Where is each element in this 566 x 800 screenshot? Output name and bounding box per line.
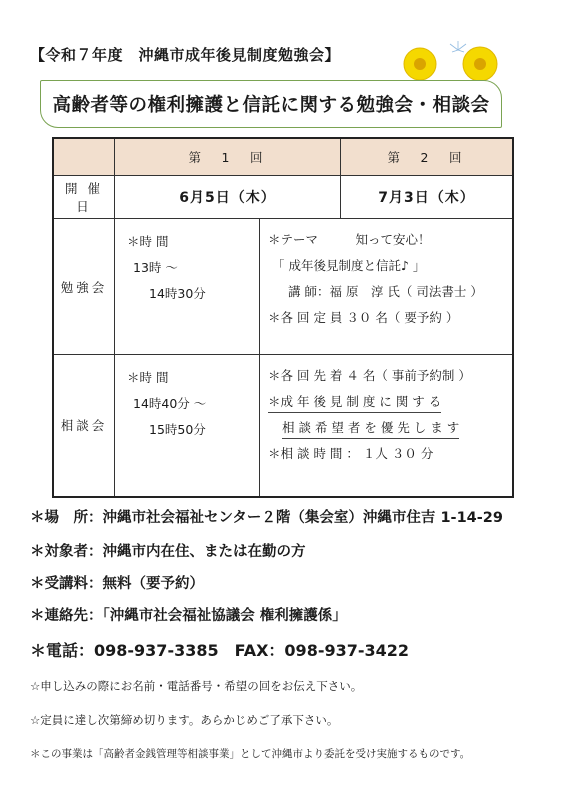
consult-line-3-wrap — [268, 415, 512, 441]
banner-title: 高齢者等の権利擁護と信託に関する勉強会・相談会 — [52, 95, 490, 116]
title-banner — [40, 80, 502, 128]
consult-line-2-wrap — [268, 389, 512, 415]
study-row — [53, 219, 513, 355]
dandelion-seed-icon — [450, 41, 466, 52]
consult-time-end: 15時50分 — [149, 422, 206, 437]
study-time-end: 14時30分 — [149, 286, 206, 301]
note-apply: ☆申し込みの際にお名前・電話番号・希望の回をお伝え下さい。 — [30, 679, 363, 693]
study-label: 勉強会 — [53, 219, 115, 355]
date-row — [53, 176, 513, 219]
study-capacity: ＊各 回 定 員 ３０ 名（ 要予約 ） — [268, 310, 459, 325]
header-session-2: 第 2 回 — [340, 138, 513, 176]
consult-label: 相談会 — [53, 355, 115, 497]
info-target: ＊対象者：沖縄市内在住、または在勤の方 — [30, 544, 306, 560]
consult-time-cell — [115, 355, 260, 497]
consult-time-start: 14時40分 ～ — [133, 396, 207, 411]
info-fee: ＊受講料：無料（要予約） — [30, 576, 204, 592]
consult-line-1: ＊各 回 先 着 ４ 名（ 事前予約制 ） — [268, 368, 471, 383]
study-lecturer: 講 師：福 原 淳 氏（ 司法書士 ） — [288, 284, 483, 299]
info-contact: ＊連絡先：「沖縄市社会福祉協議会 権利擁護係」 — [30, 608, 347, 624]
date-label: 開 催 日 — [53, 176, 115, 219]
consult-desc-cell — [260, 355, 514, 497]
consult-line-3: 相 談 希 望 者 を 優 先 し ま す — [282, 418, 459, 439]
note-commission: ＊この事業は「高齢者金銭管理等相談事業」として沖縄市より委託を受け実施するものです。 — [30, 748, 471, 760]
study-desc-cell — [260, 219, 514, 355]
consult-line-2: ＊成 年 後 見 制 度 に 関 す る — [268, 392, 441, 413]
table-header-row — [53, 138, 513, 176]
page-heading: 【令和７年度 沖縄市成年後見制度勉強会】 — [30, 46, 341, 64]
consult-time-label: ＊時 間 — [127, 370, 169, 385]
info-venue: ＊場 所：沖縄市社会福祉センター２階（集会室）沖縄市住吉 1-14-29 — [30, 510, 503, 526]
study-time-cell — [115, 219, 260, 355]
study-time-label: ＊時 間 — [127, 234, 169, 249]
header-empty-cell — [53, 138, 115, 176]
date-session-2: 7月3日（木） — [340, 176, 513, 219]
consult-line-4: ＊相 談 時 間 ： １人 ３０ 分 — [268, 446, 434, 461]
study-theme-title: 「 成年後見制度と信託♪ 」 — [272, 258, 426, 273]
note-capacity: ☆定員に達し次第締め切ります。あらかじめご了承下さい。 — [30, 713, 339, 727]
info-phone: ＊電話：098-937-3385 FAX：098-937-3422 — [30, 641, 410, 660]
study-time-start: 13時 ～ — [133, 260, 178, 275]
schedule-table — [52, 137, 514, 498]
study-theme: ＊テーマ 知って安心！ — [268, 232, 431, 247]
date-session-1: 6月5日（木） — [115, 176, 341, 219]
header-session-1: 第 1 回 — [115, 138, 341, 176]
consult-row — [53, 355, 513, 497]
